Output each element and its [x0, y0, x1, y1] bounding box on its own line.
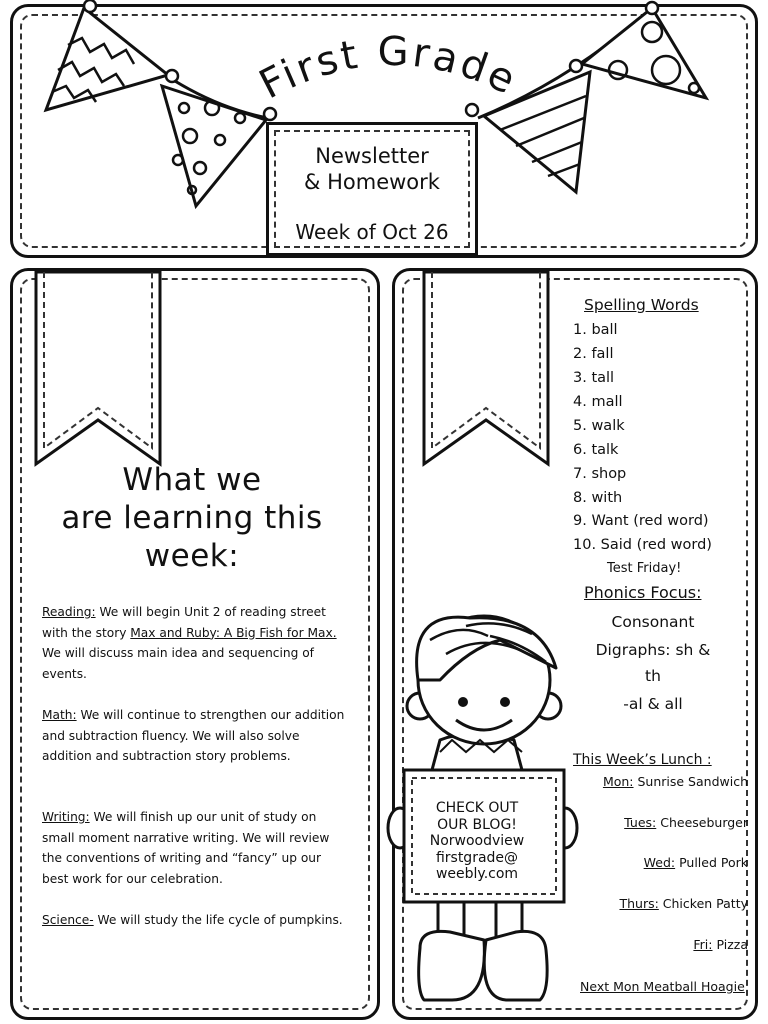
- lunch-meal: Cheeseburger: [656, 815, 748, 830]
- spelling-word: 5. walk: [573, 418, 625, 434]
- spelling-word: 10. Said (red word): [573, 537, 712, 553]
- spelling-title: Spelling Words: [584, 296, 699, 314]
- lunch-title: This Week’s Lunch :: [573, 752, 712, 768]
- page-title-text: First Grade: [252, 28, 525, 109]
- lunch-meal: Chicken Patty: [658, 896, 748, 911]
- reading-book-title: Max and Ruby: A Big Fish for Max.: [130, 625, 337, 640]
- lunch-meal: Pulled Pork: [675, 855, 748, 870]
- blog-sign-line: firstgrade@: [435, 849, 519, 866]
- blog-sign-line: OUR BLOG!: [437, 816, 517, 833]
- spelling-word: 3. tall: [573, 370, 615, 386]
- newsletter-subtitle-2: & Homework: [304, 170, 440, 194]
- phonics-title: Phonics Focus:: [584, 583, 702, 602]
- week-label: Week of Oct 26: [295, 220, 449, 244]
- spelling-word: 8. with: [573, 490, 623, 506]
- newsletter-subtitle: Newsletter: [315, 144, 429, 168]
- spelling-word: 1. ball: [573, 322, 618, 338]
- reading-text: We will begin Unit 2 of reading street with the story: [42, 605, 326, 640]
- spelling-word: 7. shop: [573, 466, 627, 482]
- lunch-day: Mon:: [602, 774, 634, 789]
- lunch-day: Thurs:: [619, 896, 659, 911]
- science-text: We will study the life cycle of pumpkins.: [93, 913, 343, 927]
- lunch-meal: Sunrise Sandwich: [633, 774, 748, 789]
- lunch-item: [624, 813, 748, 833]
- writing-text: We will finish up our unit of study on small moment narrative writing. We will review the conventions of writing and “fancy” up our best work for our celebration.: [42, 810, 330, 886]
- math-label: Math:: [42, 708, 77, 722]
- reading-text-2: We will discuss main idea and sequencing of events.: [42, 646, 314, 681]
- learning-heading-3: week:: [144, 538, 240, 574]
- lunch-item: [644, 853, 748, 873]
- test-note: Test Friday!: [607, 561, 682, 576]
- learning-heading: What we: [122, 462, 262, 498]
- phonics-line: -al & all: [623, 695, 683, 713]
- blog-sign-line: weebly.com: [435, 866, 519, 882]
- spelling-word: 4. mall: [573, 394, 623, 410]
- blog-sign-line: CHECK OUT: [435, 800, 519, 816]
- lunch-next-monday: Next Mon Meatball Hoagie: [580, 979, 745, 994]
- writing-label: Writing:: [42, 810, 90, 824]
- math-text: We will continue to strengthen our addition and subtraction fluency. We will also solve addition and subtraction story problems.: [42, 708, 345, 764]
- phonics-line: th: [645, 667, 661, 685]
- reading-label: Reading:: [42, 605, 96, 619]
- science-label: Science-: [42, 913, 94, 927]
- lunch-day: Tues:: [624, 815, 657, 830]
- lunch-item: [603, 772, 748, 792]
- spelling-word: 2. fall: [573, 346, 614, 362]
- lunch-meal: Pizza: [712, 937, 748, 952]
- spelling-word: 9. Want (red word): [573, 513, 709, 529]
- lunch-item: [619, 894, 748, 914]
- phonics-line: Digraphs: sh &: [595, 641, 711, 659]
- blog-sign-line: Norwoodview: [429, 833, 525, 849]
- phonics-line: Consonant: [611, 613, 695, 631]
- learning-heading-2: are learning this: [61, 500, 323, 536]
- spelling-word: 6. talk: [573, 442, 619, 458]
- blog-sign: [410, 800, 544, 883]
- lunch-day: Wed:: [643, 855, 676, 870]
- lunch-day: Fri:: [693, 937, 713, 952]
- lunch-item: [693, 935, 748, 955]
